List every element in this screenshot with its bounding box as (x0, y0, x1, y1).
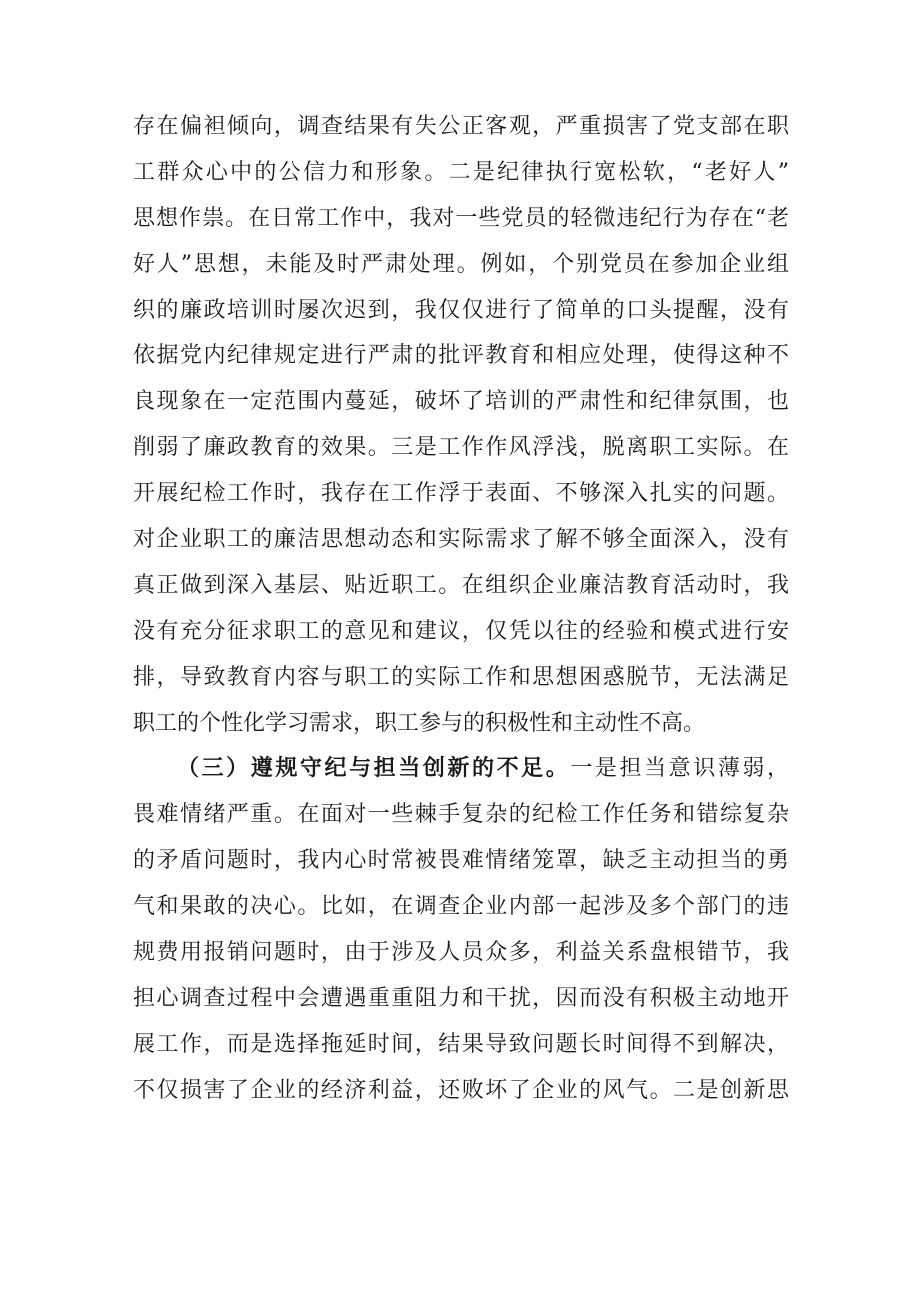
text-line: 好人”思想，未能及时严肃处理。例如，个别党员在参加企业组 (133, 251, 789, 277)
text-line: 气和果敢的决心。比如，在调查企业内部一起涉及多个部门的违 (133, 894, 789, 920)
section-heading: （三）遵规守纪与担当创新的不足。 (177, 755, 571, 782)
text-line: 工群众心中的公信力和形象。二是纪律执行宽松软，“老好人” (133, 159, 789, 185)
text-line: 展工作，而是选择拖延时间，结果导致问题长时间得不到解决， (133, 1031, 789, 1057)
text-line: 存在偏袒倾向，调查结果有失公正客观，严重损害了党支部在职 (133, 114, 789, 139)
text-line: 真正做到深入基层、贴近职工。在组织企业廉洁教育活动时，我 (133, 572, 789, 598)
text-line: 排，导致教育内容与职工的实际工作和思想困惑脱节，无法满足 (133, 664, 789, 690)
paragraph-1 (133, 104, 789, 746)
paragraph-first-line (133, 746, 789, 792)
text-line: 织的廉政培训时屡次迟到，我仅仅进行了简单的口头提醒，没有 (133, 297, 789, 323)
text-line: 职工的个性化学习需求，职工参与的积极性和主动性不高。 (133, 710, 706, 736)
document-body (133, 104, 789, 1114)
text-line: 思想作祟。在日常工作中，我对一些党员的轻微违纪行为存在“老 (133, 205, 789, 231)
paragraph-2 (133, 746, 789, 1113)
text-line: 开展纪检工作时，我存在工作浮于表面、不够深入扎实的问题。 (133, 481, 789, 507)
text-line: 的矛盾问题时，我内心时常被畏难情绪笼罩，缺乏主动担当的勇 (133, 848, 789, 874)
text-line: 良现象在一定范围内蔓延，破坏了培训的严肃性和纪律氛围，也 (133, 389, 789, 415)
text-line: 规费用报销问题时，由于涉及人员众多，利益关系盘根错节，我 (133, 940, 789, 966)
text-line: 削弱了廉政教育的效果。三是工作作风浮浅，脱离职工实际。在 (133, 435, 789, 461)
heading-continuation: 一是担当意识薄弱， (570, 756, 789, 782)
text-line: 依据党内纪律规定进行严肃的批评教育和相应处理，使得这种不 (133, 343, 789, 369)
text-line: 没有充分征求职工的意见和建议，仅凭以往的经验和模式进行安 (133, 618, 789, 644)
text-line: 担心调查过程中会遭遇重重阻力和干扰，因而没有积极主动地开 (133, 985, 789, 1011)
text-line: 不仅损害了企业的经济利益，还败坏了企业的风气。二是创新思 (133, 1077, 789, 1103)
text-line: 畏难情绪严重。在面对一些棘手复杂的纪检工作任务和错综复杂 (133, 802, 789, 828)
text-line: 对企业职工的廉洁思想动态和实际需求了解不够全面深入，没有 (133, 527, 789, 553)
